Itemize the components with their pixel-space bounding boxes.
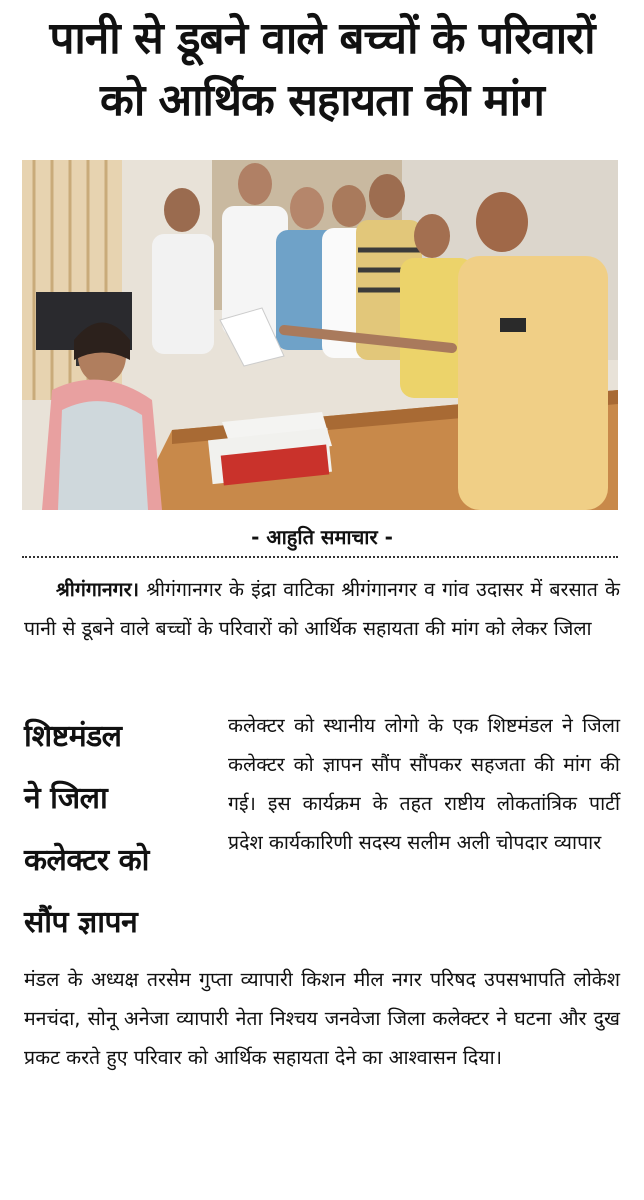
headline-line-1: पानी से डूबने वाले बच्चों के परिवारों — [49, 13, 595, 64]
article-paragraph-side: कलेक्टर को स्थानीय लोगो के एक शिष्टमंडल ने जिला कलेक्टर को ज्ञापन सौंप सौंपकर सहजता की मांग की गई। इस कार्यक्रम के तहत राष्टीय लोकतांत्रिक पार्टी प्रदेश कार्यकारिणी सदस्य सलीम अली चोपदार व्यापार — [228, 714, 620, 854]
byline-divider — [22, 556, 618, 558]
headline-line-2: को आर्थिक सहायता की मांग — [100, 75, 544, 126]
photo-illustration — [22, 160, 618, 510]
news-photo — [22, 160, 618, 510]
headline — [0, 8, 644, 132]
subheadline-line-3: कलेक्टर को — [24, 843, 149, 878]
intro-text: श्रीगंगानगर के इंद्रा वाटिका श्रीगंगानगर व गांव उदासर में बरसात के पानी से डूबने वाले बच्चों के परिवारों को आर्थिक सहायता की मांग को लेकर जिला — [24, 578, 620, 640]
subheadline — [24, 706, 224, 954]
subheadline-line-1: शिष्टमंडल — [24, 719, 122, 754]
article-paragraph-closing: मंडल के अध्यक्ष तरसेम गुप्ता व्यापारी किशन मील नगर परिषद उपसभापति लोकेश मनचंदा, सोनू अनेजा व्यापारी नेता निश्चय जनवेजा जिला कलेक्टर ने घटना और दुख प्रकट करते हुए परिवार को आर्थिक सहायता देने का आश्वासन दिया। — [24, 968, 620, 1069]
byline: - आहुति समाचार - — [251, 525, 393, 549]
subheadline-line-2: ने जिला — [24, 781, 108, 816]
subheadline-line-4: सौंप ज्ञापन — [24, 905, 138, 940]
article-paragraph-intro — [24, 570, 620, 648]
dateline: श्रीगंगानगर। — [56, 578, 140, 601]
